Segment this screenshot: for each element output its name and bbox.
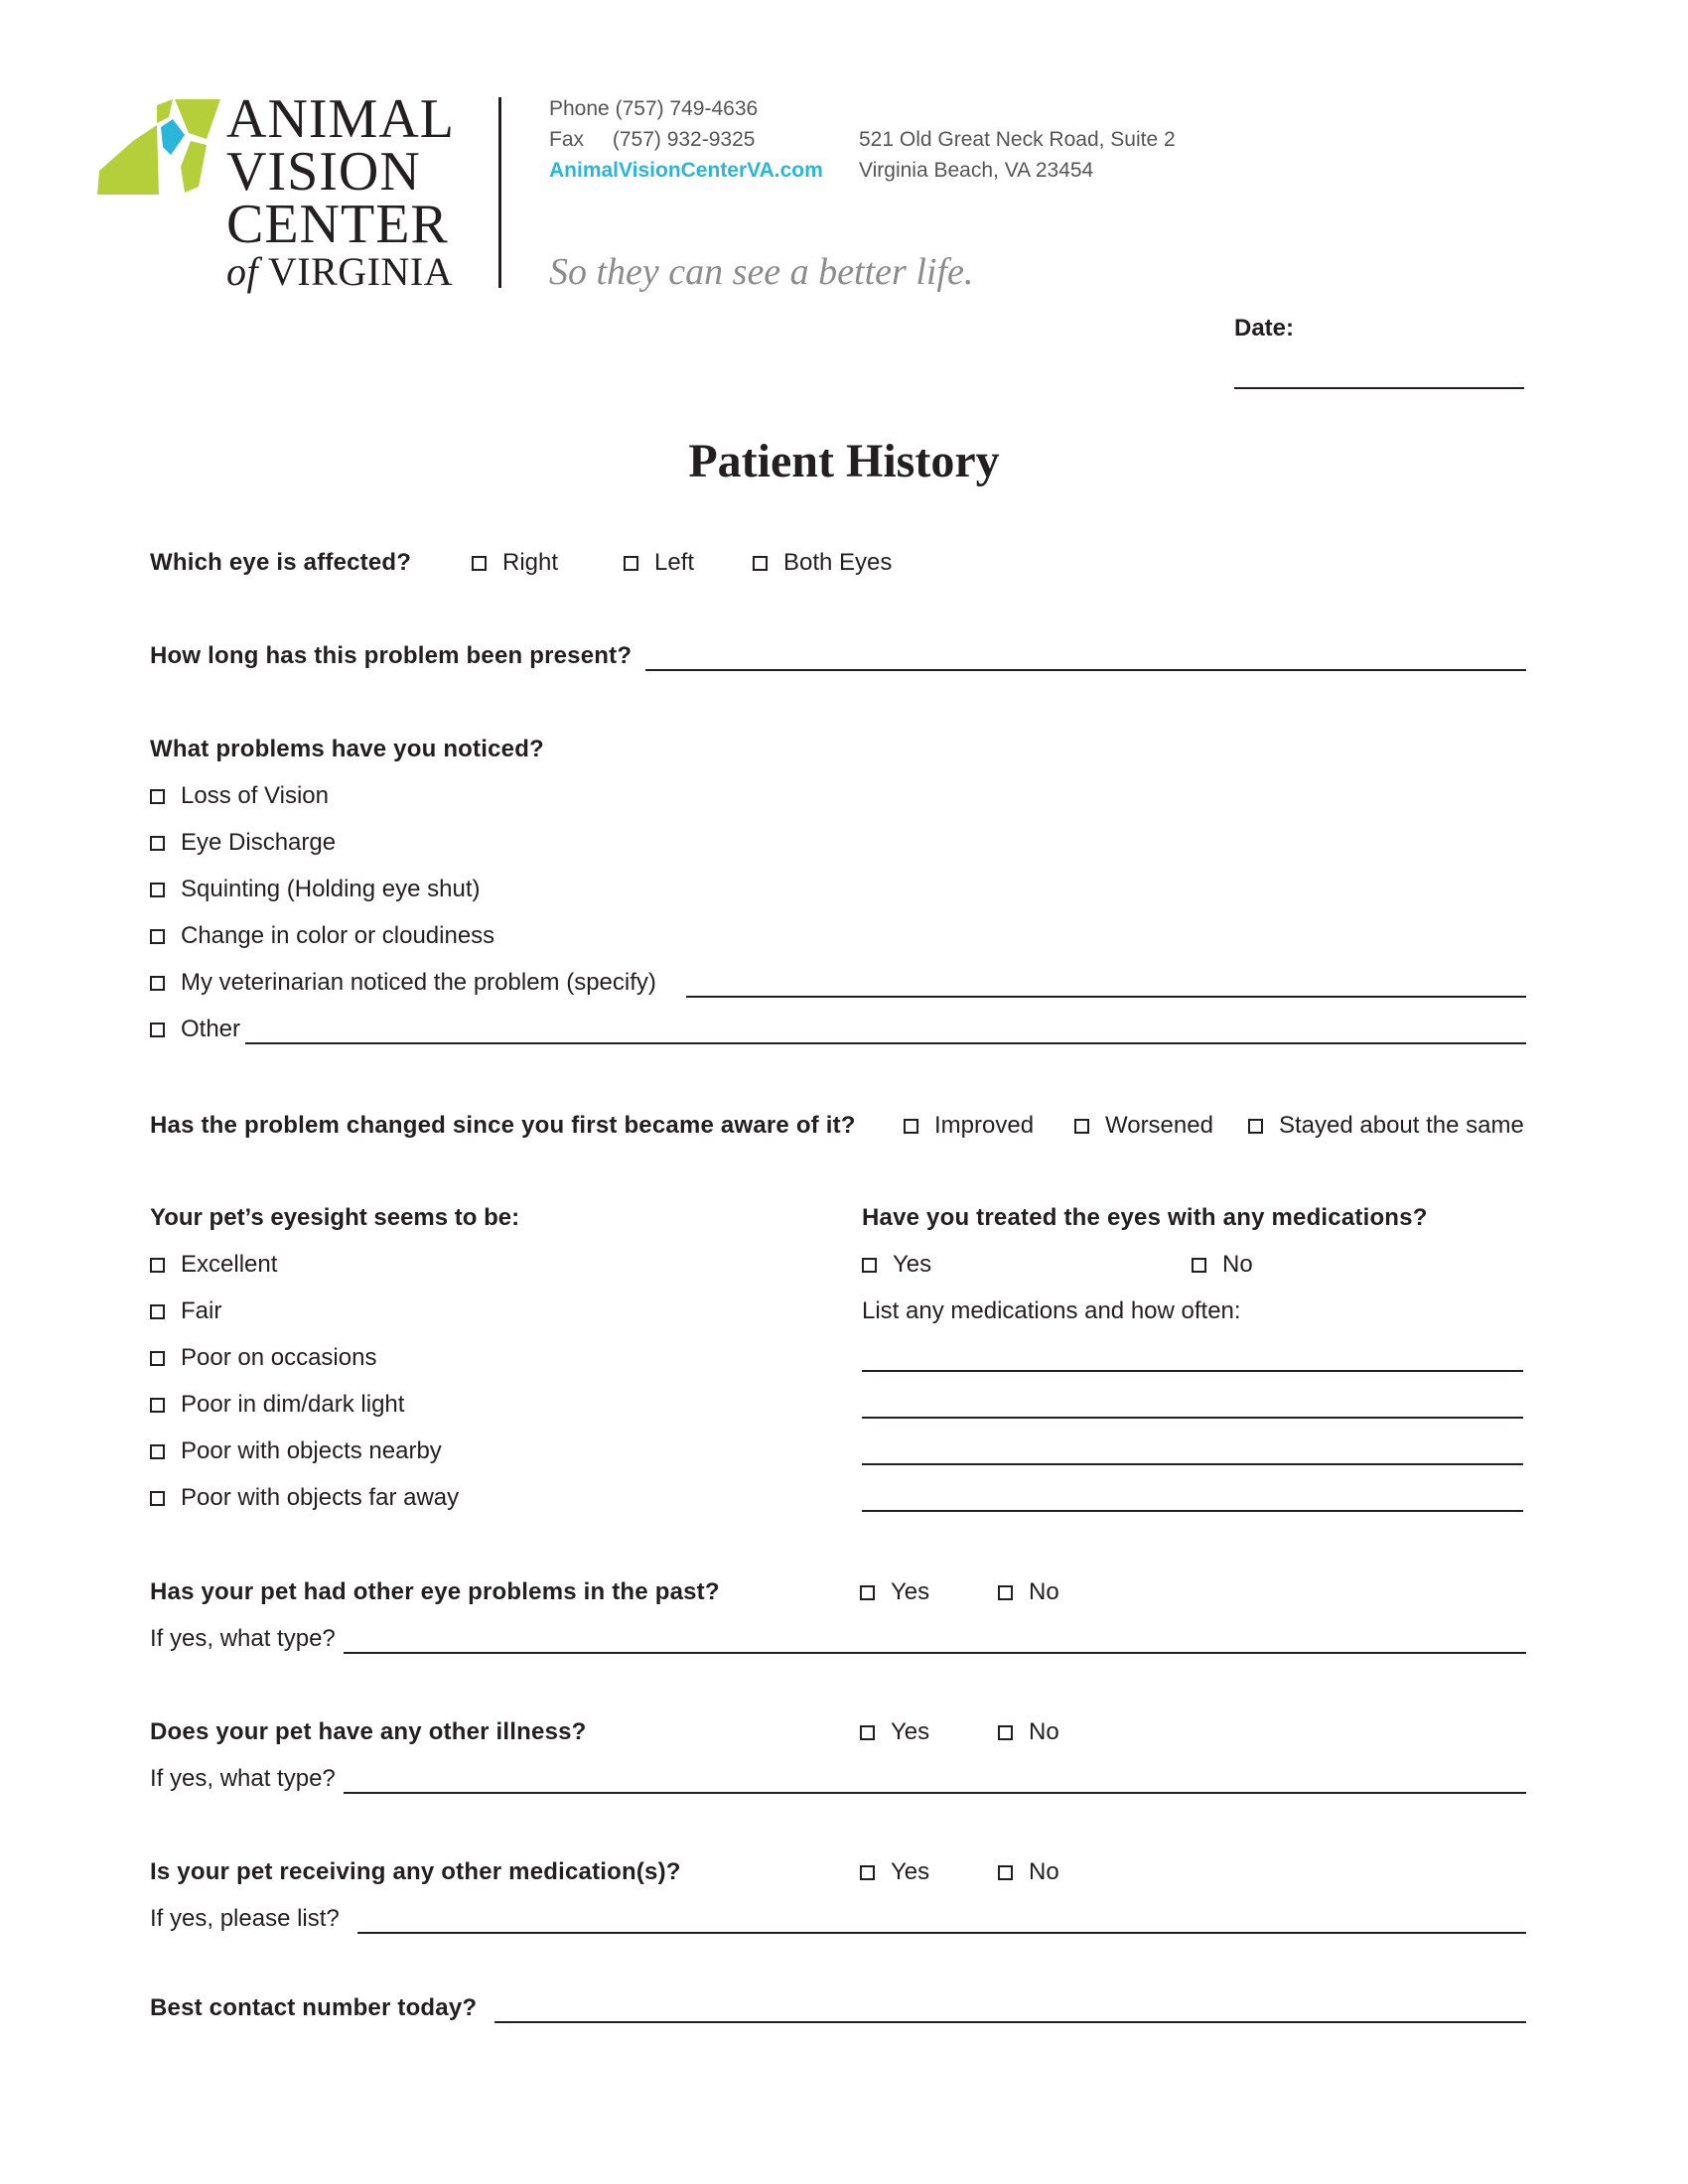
problem-eye-discharge-label: Eye Discharge: [181, 829, 337, 856]
treated-meds-field-4[interactable]: [862, 1510, 1523, 1512]
eye-left-option[interactable]: [624, 549, 694, 577]
other-meds-no-label: No: [1029, 1858, 1059, 1885]
eye-left-label: Left: [654, 549, 695, 576]
logo-line-vision: VISION: [226, 141, 421, 203]
treated-meds-field-2[interactable]: [862, 1417, 1523, 1419]
other-illness-no-label: No: [1029, 1718, 1059, 1745]
treated-question: Have you treated the eyes with any medications?: [862, 1204, 1428, 1231]
other-illness-no-checkbox[interactable]: [998, 1725, 1013, 1740]
eyesight-question: Your pet’s eyesight seems to be:: [150, 1204, 520, 1231]
past-problems-no-checkbox[interactable]: [998, 1585, 1013, 1600]
changed-improved-checkbox[interactable]: [904, 1119, 918, 1134]
problem-loss-of-vision[interactable]: [150, 782, 329, 810]
problem-squinting-checkbox[interactable]: [150, 883, 165, 897]
other-illness-yes-checkbox[interactable]: [860, 1725, 875, 1740]
treated-no-checkbox[interactable]: [1192, 1258, 1206, 1273]
eyesight-fair-checkbox[interactable]: [150, 1304, 165, 1319]
eyesight-excellent-checkbox[interactable]: [150, 1258, 165, 1273]
changed-same-option[interactable]: [1248, 1112, 1524, 1140]
changed-same-checkbox[interactable]: [1248, 1119, 1263, 1134]
logo-of: of: [226, 249, 259, 294]
problem-vet-noticed-label: My veterinarian noticed the problem (specify): [181, 969, 656, 996]
other-illness-yes-label: Yes: [891, 1718, 930, 1745]
problem-other-checkbox[interactable]: [150, 1023, 165, 1037]
problem-squinting-label: Squinting (Holding eye shut): [181, 876, 481, 902]
other-meds-follow-up: If yes, please list?: [150, 1905, 340, 1932]
treated-list-label: List any medications and how often:: [862, 1297, 1241, 1324]
eyesight-poor-occasions[interactable]: [150, 1344, 376, 1372]
problem-eye-discharge[interactable]: [150, 829, 336, 857]
treated-yes-option[interactable]: [862, 1251, 931, 1279]
fax-label: Fax: [549, 128, 585, 151]
other-meds-yes-label: Yes: [891, 1858, 930, 1885]
treated-meds-field-1[interactable]: [862, 1370, 1523, 1372]
problem-other-label: Other: [181, 1016, 241, 1042]
changed-improved-option[interactable]: [904, 1112, 1034, 1140]
eyesight-poor-nearby-checkbox[interactable]: [150, 1444, 165, 1459]
past-problems-no-label: No: [1029, 1578, 1059, 1605]
eye-left-checkbox[interactable]: [624, 556, 638, 571]
problem-vet-noticed-field[interactable]: [686, 996, 1526, 998]
eyesight-poor-far-label: Poor with objects far away: [181, 1484, 460, 1511]
tagline: So they can see a better life.: [549, 251, 974, 293]
duration-question: How long has this problem been present?: [150, 642, 633, 669]
logo-mark-icon: [95, 97, 224, 197]
treated-no-label: No: [1222, 1251, 1253, 1278]
changed-worsened-checkbox[interactable]: [1074, 1119, 1089, 1134]
logo-virginia: VIRGINIA: [267, 249, 454, 294]
changed-same-label: Stayed about the same: [1279, 1112, 1524, 1139]
logo-line-center: CENTER: [226, 194, 449, 255]
page-title: Patient History: [688, 435, 1000, 487]
eyesight-poor-nearby[interactable]: [150, 1437, 442, 1465]
date-field[interactable]: [1234, 387, 1524, 389]
other-illness-yes-option[interactable]: [860, 1718, 929, 1746]
address-line-2: Virginia Beach, VA 23454: [859, 159, 1094, 182]
contact-number-question: Best contact number today?: [150, 1994, 478, 2021]
phone-number: (757) 749-4636: [615, 97, 759, 120]
address-line-1: 521 Old Great Neck Road, Suite 2: [859, 128, 1176, 151]
header-divider: [498, 97, 501, 288]
past-problems-yes-label: Yes: [891, 1578, 930, 1605]
eye-affected-question: Which eye is affected?: [150, 549, 412, 576]
problems-question: What problems have you noticed?: [150, 736, 544, 762]
treated-yes-label: Yes: [893, 1251, 932, 1278]
other-meds-no-checkbox[interactable]: [998, 1865, 1013, 1880]
other-illness-question: Does your pet have any other illness?: [150, 1718, 587, 1745]
past-problems-yes-checkbox[interactable]: [860, 1585, 875, 1600]
website-link[interactable]: AnimalVisionCenterVA.com: [549, 159, 823, 182]
eyesight-poor-dim[interactable]: [150, 1391, 404, 1419]
eye-both-option[interactable]: [753, 549, 892, 577]
eyesight-poor-nearby-label: Poor with objects nearby: [181, 1437, 442, 1464]
eyesight-excellent[interactable]: [150, 1251, 277, 1279]
past-problems-follow-up: If yes, what type?: [150, 1625, 336, 1652]
problem-color-change[interactable]: [150, 922, 494, 950]
duration-field[interactable]: [645, 669, 1526, 671]
eyesight-poor-occasions-checkbox[interactable]: [150, 1351, 165, 1366]
treated-no-option[interactable]: [1192, 1251, 1253, 1279]
eyesight-fair-label: Fair: [181, 1297, 222, 1324]
changed-worsened-option[interactable]: [1074, 1112, 1213, 1140]
problem-squinting[interactable]: [150, 876, 481, 903]
problem-other[interactable]: [150, 1016, 240, 1043]
other-illness-follow-up: If yes, what type?: [150, 1765, 336, 1792]
other-meds-list-field[interactable]: [357, 1932, 1526, 1934]
eye-right-checkbox[interactable]: [472, 556, 487, 571]
eyesight-poor-far-checkbox[interactable]: [150, 1491, 165, 1506]
other-illness-type-field[interactable]: [344, 1792, 1526, 1794]
problem-other-field[interactable]: [245, 1042, 1526, 1044]
problem-color-change-label: Change in color or cloudiness: [181, 922, 495, 949]
phone-label: Phone: [549, 97, 610, 120]
changed-improved-label: Improved: [934, 1112, 1035, 1139]
logo-line-virginia: [226, 250, 453, 294]
eyesight-poor-far[interactable]: [150, 1484, 459, 1512]
treated-yes-checkbox[interactable]: [862, 1258, 877, 1273]
other-meds-yes-checkbox[interactable]: [860, 1865, 875, 1880]
problem-loss-of-vision-label: Loss of Vision: [181, 782, 329, 809]
treated-meds-field-3[interactable]: [862, 1463, 1523, 1465]
contact-number-field[interactable]: [494, 2021, 1526, 2023]
eyesight-poor-occasions-label: Poor on occasions: [181, 1344, 377, 1371]
fax-number: (757) 932-9325: [612, 128, 756, 151]
problem-vet-noticed-checkbox[interactable]: [150, 976, 165, 991]
changed-question: Has the problem changed since you first became aware of it?: [150, 1112, 856, 1139]
date-label: Date:: [1234, 315, 1295, 341]
past-problems-question: Has your pet had other eye problems in the past?: [150, 1578, 720, 1605]
past-problems-yes-option[interactable]: [860, 1578, 929, 1606]
problem-eye-discharge-checkbox[interactable]: [150, 836, 165, 851]
problem-color-change-checkbox[interactable]: [150, 929, 165, 944]
eyesight-poor-dim-label: Poor in dim/dark light: [181, 1391, 405, 1418]
past-problems-no-option[interactable]: [998, 1578, 1059, 1606]
problem-loss-of-vision-checkbox[interactable]: [150, 789, 165, 804]
eye-right-label: Right: [502, 549, 559, 576]
eyesight-excellent-label: Excellent: [181, 1251, 278, 1278]
eyesight-poor-dim-checkbox[interactable]: [150, 1398, 165, 1413]
past-problems-type-field[interactable]: [344, 1652, 1526, 1654]
other-meds-question: Is your pet receiving any other medication(s)?: [150, 1858, 681, 1885]
eye-right-option[interactable]: [472, 549, 558, 577]
eyesight-fair[interactable]: [150, 1297, 221, 1325]
other-meds-yes-option[interactable]: [860, 1858, 929, 1886]
eye-both-label: Both Eyes: [783, 549, 893, 576]
problem-vet-noticed[interactable]: [150, 969, 656, 997]
eye-both-checkbox[interactable]: [753, 556, 768, 571]
other-meds-no-option[interactable]: [998, 1858, 1059, 1886]
logo-line-animal: ANIMAL: [226, 88, 455, 150]
other-illness-no-option[interactable]: [998, 1718, 1059, 1746]
fax-line: [549, 128, 755, 152]
changed-worsened-label: Worsened: [1105, 1112, 1213, 1139]
phone-line: [549, 97, 758, 121]
